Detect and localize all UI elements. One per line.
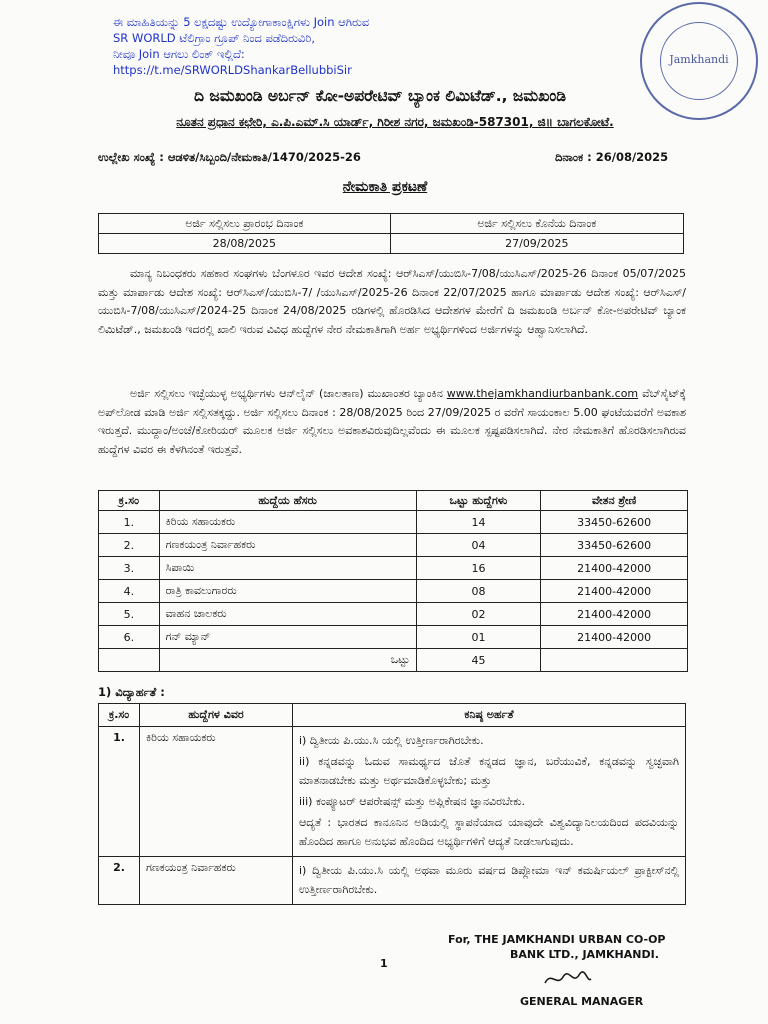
- qualification-point: iii) ಕಂಪ್ಯೂಟರ್ ಆಪರೇಷನ್ಸ್ ಮತ್ತು ಅಪ್ಲಿಕೇಷನ ಜ್ಞಾನವಿರಬೇಕು.: [299, 795, 526, 808]
- promo-line-3: ನೀವೂ Join ಆಗಲು ಲಿಂಕ್ ಇಲ್ಲಿದೆ:: [113, 47, 245, 61]
- table-row: [99, 511, 688, 534]
- col-serial: ಕ್ರ.ಸಂ: [99, 491, 160, 511]
- row-pay: 33450-62600: [541, 511, 688, 534]
- row-serial: 2.: [99, 857, 140, 905]
- application-dates-table: [98, 213, 684, 254]
- row-post-name: ಗಣಕಯಂತ್ರ ನಿರ್ವಾಹಕರು: [140, 857, 293, 905]
- row-post-name: ಗಣಕಯಂತ್ರ ನಿರ್ವಾಹಕರು: [159, 534, 416, 557]
- notice-date: ದಿನಾಂಕ : 26/08/2025: [555, 150, 669, 164]
- table-row: [99, 603, 688, 626]
- row-count: 02: [416, 603, 541, 626]
- row-count: 04: [416, 534, 541, 557]
- table-row: [99, 557, 688, 580]
- row-count: 01: [416, 626, 541, 649]
- row-serial: 5.: [99, 603, 160, 626]
- table-total-row: [99, 649, 688, 672]
- bank-address: ನೂತನ ಪ್ರಧಾನ ಕಛೇರಿ, ಎ.ಪಿ.ಎಮ್.ಸಿ ಯಾರ್ಡ್, ಗಿರೀಶ ನಗರ, ಜಮಖಂಡಿ-587301, ಜಿ॥ ಬಾಗಲಕೋಟೆ.: [176, 115, 614, 129]
- promo-line-1: ಈ ಮಾಹಿತಿಯನ್ನು 5 ಲಕ್ಷದಷ್ಟು ಉದ್ಯೋಗಾಕಾಂಕ್ಷಿಗಳು Join ಆಗಿರುವ: [113, 15, 370, 29]
- notification-title: ನೇಮಕಾತಿ ಪ್ರಕಟಣೆ: [342, 179, 428, 195]
- row-count: 16: [416, 557, 541, 580]
- row-pay: 21400-42000: [541, 603, 688, 626]
- designation-general-manager: GENERAL MANAGER: [520, 995, 644, 1008]
- posts-table: [98, 490, 688, 672]
- row-serial: 4.: [99, 580, 160, 603]
- row-pay: 21400-42000: [541, 580, 688, 603]
- table-row: [99, 534, 688, 557]
- signatory-line-2: BANK LTD., JAMKHANDI.: [510, 948, 659, 961]
- row-serial: 2.: [99, 534, 160, 557]
- row-qualification: [293, 857, 686, 905]
- end-date-label: ಅರ್ಜಿ ಸಲ್ಲಿಸಲು ಕೊನೆಯ ದಿನಾಂಕ: [390, 214, 683, 234]
- row-serial: 3.: [99, 557, 160, 580]
- row-post-name: ವಾಹನ ಚಾಲಕರು: [159, 603, 416, 626]
- row-pay: 33450-62600: [541, 534, 688, 557]
- paragraph-2-after-link: ವೆಬ್‌ಸೈಟ್‌ಕ್ಕೆ ಅಪ್‌ಲೋಡ ಮಾಡಿ ಅರ್ಜಿ ಸಲ್ಲಿಸತಕ್ಕದ್ದು. ಅರ್ಜಿ ಸಲ್ಲಿಸಲು ದಿನಾಂಕ : 28/08/2025 ರಿಂದ 27/09/2025 ರ ವರೆಗೆ ಸಾಯಂಕಾಲ 5.00 ಘಂಟೆಯವರೆಗೆ ಅವಕಾಶ ಇರುತ್ತದೆ. ಮುದ್ದಾಂ/ಅಂಚೆ/ಕೋರಿಯರ್ ಮೂಲಕ ಅರ್ಜಿ ಸಲ್ಲಿಸಲು ಅವಕಾಶವಿರುವುದಿಲ್ಲವೆಂದು ಈ ಮೂಲಕ ಸ್ಪಷ್ಟಪಡಿಸಲಾಗಿದೆ. ನೇರ ನೇಮಕಾತಿಗೆ ಹೊರಡಿಸಲಾಗಿರುವ ಹುದ್ದೆಗಳ ವಿವರ ಈ ಕೆಳಗಿನಂತೆ ಇರುತ್ತವೆ.: [98, 387, 687, 457]
- table-row: [99, 580, 688, 603]
- row-serial: 6.: [99, 626, 160, 649]
- bank-name-heading: ದಿ ಜಮಖಂಡಿ ಅರ್ಬನ್ ಕೋ-ಅಪರೇಟಿವ್ ಬ್ಯಾಂಕ ಲಿಮಿಟೆಡ್., ಜಮಖಂಡಿ: [194, 87, 566, 105]
- qualification-point: i) ದ್ವಿತೀಯ ಪಿ.ಯು.ಸಿ ಯಲ್ಲಿ ಉತ್ತೀರ್ಣರಾಗಿರಬೇಕು.: [299, 734, 484, 747]
- col-serial: ಕ್ರ.ಸಂ: [99, 704, 140, 727]
- end-date-value: 27/09/2025: [390, 234, 683, 254]
- total-empty-cell: [541, 649, 688, 672]
- start-date-label: ಅರ್ಜಿ ಸಲ್ಲಿಸಲು ಪ್ರಾರಂಭ ದಿನಾಂಕ: [99, 214, 391, 234]
- row-serial: 1.: [99, 727, 140, 857]
- page-number: 1: [380, 957, 388, 970]
- row-qualification: [293, 727, 686, 857]
- total-empty-cell: [99, 649, 160, 672]
- qualification-table: [98, 703, 686, 905]
- reference-number: ಉಲ್ಲೇಖ ಸಂಖ್ಯೆ : ಆಡಳಿತ/ಸಿಬ್ಬಂದಿ/ನೇಮಕಾತಿ/1470/2025-26: [98, 150, 361, 164]
- table-row: [99, 626, 688, 649]
- col-minimum-qualification: ಕನಿಷ್ಠ ಅರ್ಹತೆ: [293, 704, 686, 727]
- col-post-details: ಹುದ್ದೆಗಳ ವಿವರ: [140, 704, 293, 727]
- handwritten-signature: [543, 969, 593, 989]
- table-row: [99, 727, 686, 857]
- promo-line-2: SR WORLD ಟೆಲಿಗ್ರಾಂ ಗ್ರೂಪ್ ನಿಂದ ಪಡೆದಿರುವಿರಿ,: [113, 31, 315, 45]
- qualification-point: i) ದ್ವಿತೀಯ ಪಿ.ಯು.ಸಿ ಯಲ್ಲಿ ಅಥವಾ ಮೂರು ವರ್ಷದ ಡಿಪ್ಲೋಮಾ ಇನ್ ಕಮರ್ಷಿಯಲ್ ಪ್ರಾಕ್ಟೀಸ್‌ನಲ್ಲಿ ಉತ್ತೀರ್ಣರಾಗಿರಬೇಕು.: [299, 864, 679, 896]
- paragraph-1-text: ಮಾನ್ಯ ನಿಬಂಧಕರು ಸಹಕಾರ ಸಂಘಗಳು ಬೆಂಗಳೂರ ಇವರ ಆದೇಶ ಸಂಖ್ಯೆ: ಆರ್‌ಸಿಎಸ್/ಯುಬಿಸಿ-7/08/ಯುಸಿಎಸ್/2025-26 ದಿನಾಂಕ 05/07/2025 ಮತ್ತು ಮಾರ್ಪಾಡು ಆದೇಶ ಸಂಖ್ಯೆ: ಆರ್‌ಸಿಎಸ್/ಯುಬಿಸಿ-7/ /ಯುಸಿಎಸ್/2025-26 ದಿನಾಂಕ 22/07/2025 ಹಾಗೂ ಮಾರ್ಪಾಡು ಆದೇಶ ಸಂಖ್ಯೆ: ಆರ್‌ಸಿಎಸ್/ಯುಬಿಸಿ-7/08/ಯುಸಿಎಸ್/2024-25 ದಿನಾಂಕ 24/08/2025 ರಡಿಗಳಲ್ಲಿ ಹೊರಡಿಸಿದ ಆದೇಶಗಳ ಮೇರೆಗೆ ದಿ ಜಮಖಂಡಿ ಅರ್ಬನ್ ಕೋ-ಅಪರೇಟಿವ್ ಬ್ಯಾಂಕ ಲಿಮಿಟೆಡ್., ಜಮಖಂಡಿ ಇದರಲ್ಲಿ ಖಾಲಿ ಇರುವ ವಿವಿಧ ಹುದ್ದೆಗಳ ನೇರ ನೇಮಕಾತಿಗಾಗಿ ಅರ್ಹ ಅಭ್ಯರ್ಥಿಗಳಿಂದ ಅರ್ಜಿಗಳನ್ನು ಆಹ್ವಾನಿಸಲಾಗಿದೆ.: [98, 267, 686, 337]
- row-post-name: ರಾತ್ರಿ ಕಾವಲುಗಾರರು: [159, 580, 416, 603]
- seal-text: Jamkhandi: [669, 53, 729, 66]
- col-post-name: ಹುದ್ದೆಯ ಹೆಸರು: [159, 491, 416, 511]
- qualification-table-header: [99, 704, 686, 727]
- qualification-preference: ಆದ್ಯತೆ : ಭಾರತದ ಕಾನೂನಿನ ಅಡಿಯಲ್ಲಿ ಸ್ಥಾಪನೆಯಾದ ಯಾವುದೇ ವಿಶ್ವವಿದ್ಯಾನಿಲಯದಿಂದ ಪದವಿಯನ್ನು ಹೊಂದಿದ ಹಾಗೂ ಅನುಭವ ಹೊಂದಿದ ಅಭ್ಯರ್ಥಿಗಳಿಗೆ ಆದ್ಯತೆ ನೀಡಲಾಗುವುದು.: [299, 816, 679, 848]
- row-count: 08: [416, 580, 541, 603]
- row-post-name: ಕಿರಿಯ ಸಹಾಯಕರು: [140, 727, 293, 857]
- row-post-name: ಕಿರಿಯ ಸಹಾಯಕರು: [159, 511, 416, 534]
- row-count: 14: [416, 511, 541, 534]
- posts-table-header: [99, 491, 688, 511]
- total-label: ಒಟ್ಟು: [159, 649, 416, 672]
- promo-link[interactable]: https://t.me/SRWORLDShankarBellubbiSir: [113, 63, 352, 77]
- row-post-name: ಸಿಪಾಯಿ: [159, 557, 416, 580]
- qualification-point: ii) ಕನ್ನಡವನ್ನು ಓದುವ ಸಾಮರ್ಥ್ಯದ ಜೊತೆ ಕನ್ನಡದ ಜ್ಞಾನ, ಬರೆಯುವಿಕೆ, ಕನ್ನಡವನ್ನು ಸ್ವಚ್ಛವಾಗಿ ಮಾತನಾಡಬೇಕು ಮತ್ತು ಅರ್ಥಮಾಡಿಕೊಳ್ಳಬೇಕು; ಮತ್ತು: [299, 755, 679, 787]
- col-total-posts: ಒಟ್ಟು ಹುದ್ದೆಗಳು: [416, 491, 541, 511]
- qualification-heading: 1) ವಿದ್ಯಾರ್ಹತೆ :: [98, 685, 165, 699]
- signatory-line-1: For, THE JAMKHANDI URBAN CO-OP: [448, 933, 666, 946]
- row-pay: 21400-42000: [541, 557, 688, 580]
- row-serial: 1.: [99, 511, 160, 534]
- paragraph-2-before-link: ಅರ್ಜಿ ಸಲ್ಲಿಸಲು ಇಚ್ಛೆಯುಳ್ಳ ಅಭ್ಯರ್ಥಿಗಳು ಆನ್‌ಲೈನ್ (ಜಾಲತಾಣ) ಮುಖಾಂತರ ಬ್ಯಾಂಕಿನ: [130, 387, 443, 400]
- table-row: [99, 857, 686, 905]
- bank-website-link[interactable]: www.thejamkhandiurbanbank.com: [446, 387, 639, 400]
- row-pay: 21400-42000: [541, 626, 688, 649]
- start-date-value: 28/08/2025: [99, 234, 391, 254]
- order-reference-paragraph: [98, 265, 686, 340]
- signatory-block: [448, 932, 688, 962]
- row-post-name: ಗನ್ ಮ್ಯಾನ್: [159, 626, 416, 649]
- application-instructions-paragraph: [98, 385, 686, 460]
- telegram-promo: [113, 14, 533, 78]
- col-pay-scale: ವೇತನ ಶ್ರೇಣಿ: [541, 491, 688, 511]
- total-value: 45: [416, 649, 541, 672]
